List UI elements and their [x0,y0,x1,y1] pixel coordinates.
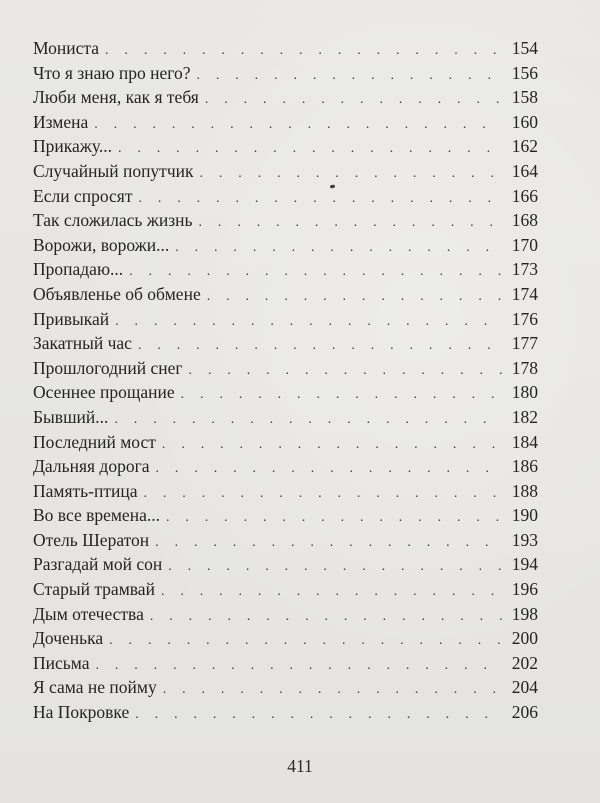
toc-entry-page: 166 [511,185,538,206]
toc-entry-page: 160 [511,111,538,132]
toc-entry-page: 182 [511,406,538,427]
toc-entry [33,675,538,700]
toc-dot-leader [155,531,502,556]
toc-dot-leader [135,703,502,728]
toc-dot-leader [199,211,502,236]
toc-dot-leader [207,285,502,310]
toc-entry-title: Пропадаю... [33,259,124,280]
toc-entry [33,257,538,282]
toc-dot-leader [114,408,502,433]
toc-entry [33,700,538,725]
toc-entry [33,134,538,159]
toc-entry-title: Если спросят [33,185,133,206]
toc-entry [33,651,538,676]
toc-entry-title: Письма [33,652,90,673]
toc-entry-page: 173 [511,259,538,280]
toc-entry [33,405,538,430]
toc-entry-title: Ворожи, ворожи... [33,234,170,255]
toc-entry-page: 170 [511,234,538,255]
toc-entry-title: Дым отечества [33,603,144,624]
toc-entry-title: Прикажу... [33,136,112,157]
toc-entry-page: 206 [511,702,538,723]
toc-entry-title: Осеннее прощание [33,382,175,403]
toc-dot-leader [205,88,502,113]
toc-entry-page: 154 [511,38,538,58]
toc-entry-title: Что я знаю про него? [33,62,191,83]
toc-entry [33,454,538,479]
toc-entry [33,331,538,356]
toc-entry-title: Дальняя дорога [33,456,150,477]
toc-dot-leader [189,359,502,384]
toc-entry [33,577,538,602]
toc-dot-leader [109,629,502,654]
toc-entry-title: Память-птица [33,480,138,501]
toc-entry [33,479,538,504]
toc-dot-leader [168,555,502,580]
toc-entry [33,307,538,332]
toc-entry [33,528,538,553]
toc-entry [33,110,538,135]
toc-entry [33,626,538,651]
toc-dot-leader [161,580,502,605]
toc-dot-leader [150,605,502,630]
toc-entry-page: 186 [511,456,538,477]
toc-dot-leader [196,64,502,89]
toc-entry-page: 200 [511,628,538,649]
toc-entry-page: 164 [511,160,538,181]
toc-entry [33,552,538,577]
toc-entry-title: Отель Шератон [33,529,150,550]
table-of-contents [33,36,538,725]
toc-entry-page: 158 [511,87,538,108]
toc-entry-page: 168 [511,210,538,231]
toc-entry [33,282,538,307]
toc-entry-page: 177 [511,333,538,354]
toc-entry-title: Доченька [33,628,104,649]
toc-dot-leader [115,310,502,335]
toc-entry [33,159,538,184]
toc-entry-page: 193 [511,529,538,550]
toc-entry [33,208,538,233]
toc-entry-page: 178 [511,357,538,378]
toc-entry [33,602,538,627]
page-number: 411 [287,756,313,776]
toc-entry-title: Закатный час [33,333,132,354]
toc-dot-leader [138,334,502,359]
toc-dot-leader [163,678,502,703]
toc-dot-leader [181,383,502,408]
toc-dot-leader [166,506,502,531]
toc-entry-title: Измена [33,111,89,132]
toc-entry-title: Люби меня, как я тебя [33,87,199,108]
toc-entry [33,356,538,381]
toc-entry-page: 180 [511,382,538,403]
toc-entry-title: Так сложилась жизнь [33,210,193,231]
toc-entry [33,61,538,86]
toc-dot-leader [175,236,502,261]
toc-dot-leader [162,433,502,458]
toc-entry-page: 156 [511,62,538,83]
toc-entry-title: Разгадай мой сон [33,554,163,575]
toc-entry-page: 190 [511,505,538,526]
toc-entry-page: 184 [511,431,538,452]
toc-entry-title: Я сама не пойму [33,677,157,698]
toc-entry [33,233,538,258]
toc-entry-title: Бывший... [33,406,109,427]
toc-entry [33,430,538,455]
toc-entry [33,503,538,528]
toc-entry-page: 174 [511,283,538,304]
toc-entry [33,380,538,405]
toc-entry-page: 202 [511,652,538,673]
toc-entry-title: Во все времена... [33,505,160,526]
toc-dot-leader [144,482,503,507]
toc-entry-title: На Покровке [33,702,130,723]
toc-entry-title: Мониста [33,38,100,58]
toc-entry-title: Привыкай [33,308,110,329]
toc-entry-title: Прошлогодний снег [33,357,183,378]
toc-dot-leader [156,457,502,482]
toc-dot-leader [200,162,503,187]
toc-entry-page: 176 [511,308,538,329]
toc-entry-page: 196 [511,579,538,600]
toc-dot-leader [94,113,502,138]
toc-entry-title: Последний мост [33,431,156,452]
toc-entry-page: 194 [511,554,538,575]
toc-entry-title: Случайный попутчик [33,160,194,181]
toc-entry-page: 204 [511,677,538,698]
toc-entry-title: Старый трамвай [33,579,155,600]
toc-entry-title: Объявленье об обмене [33,283,201,304]
toc-entry [33,36,538,61]
toc-entry-page: 198 [511,603,538,624]
toc-entry [33,184,538,209]
toc-entry [33,85,538,110]
toc-entry-page: 162 [511,136,538,157]
toc-entry-page: 188 [511,480,538,501]
